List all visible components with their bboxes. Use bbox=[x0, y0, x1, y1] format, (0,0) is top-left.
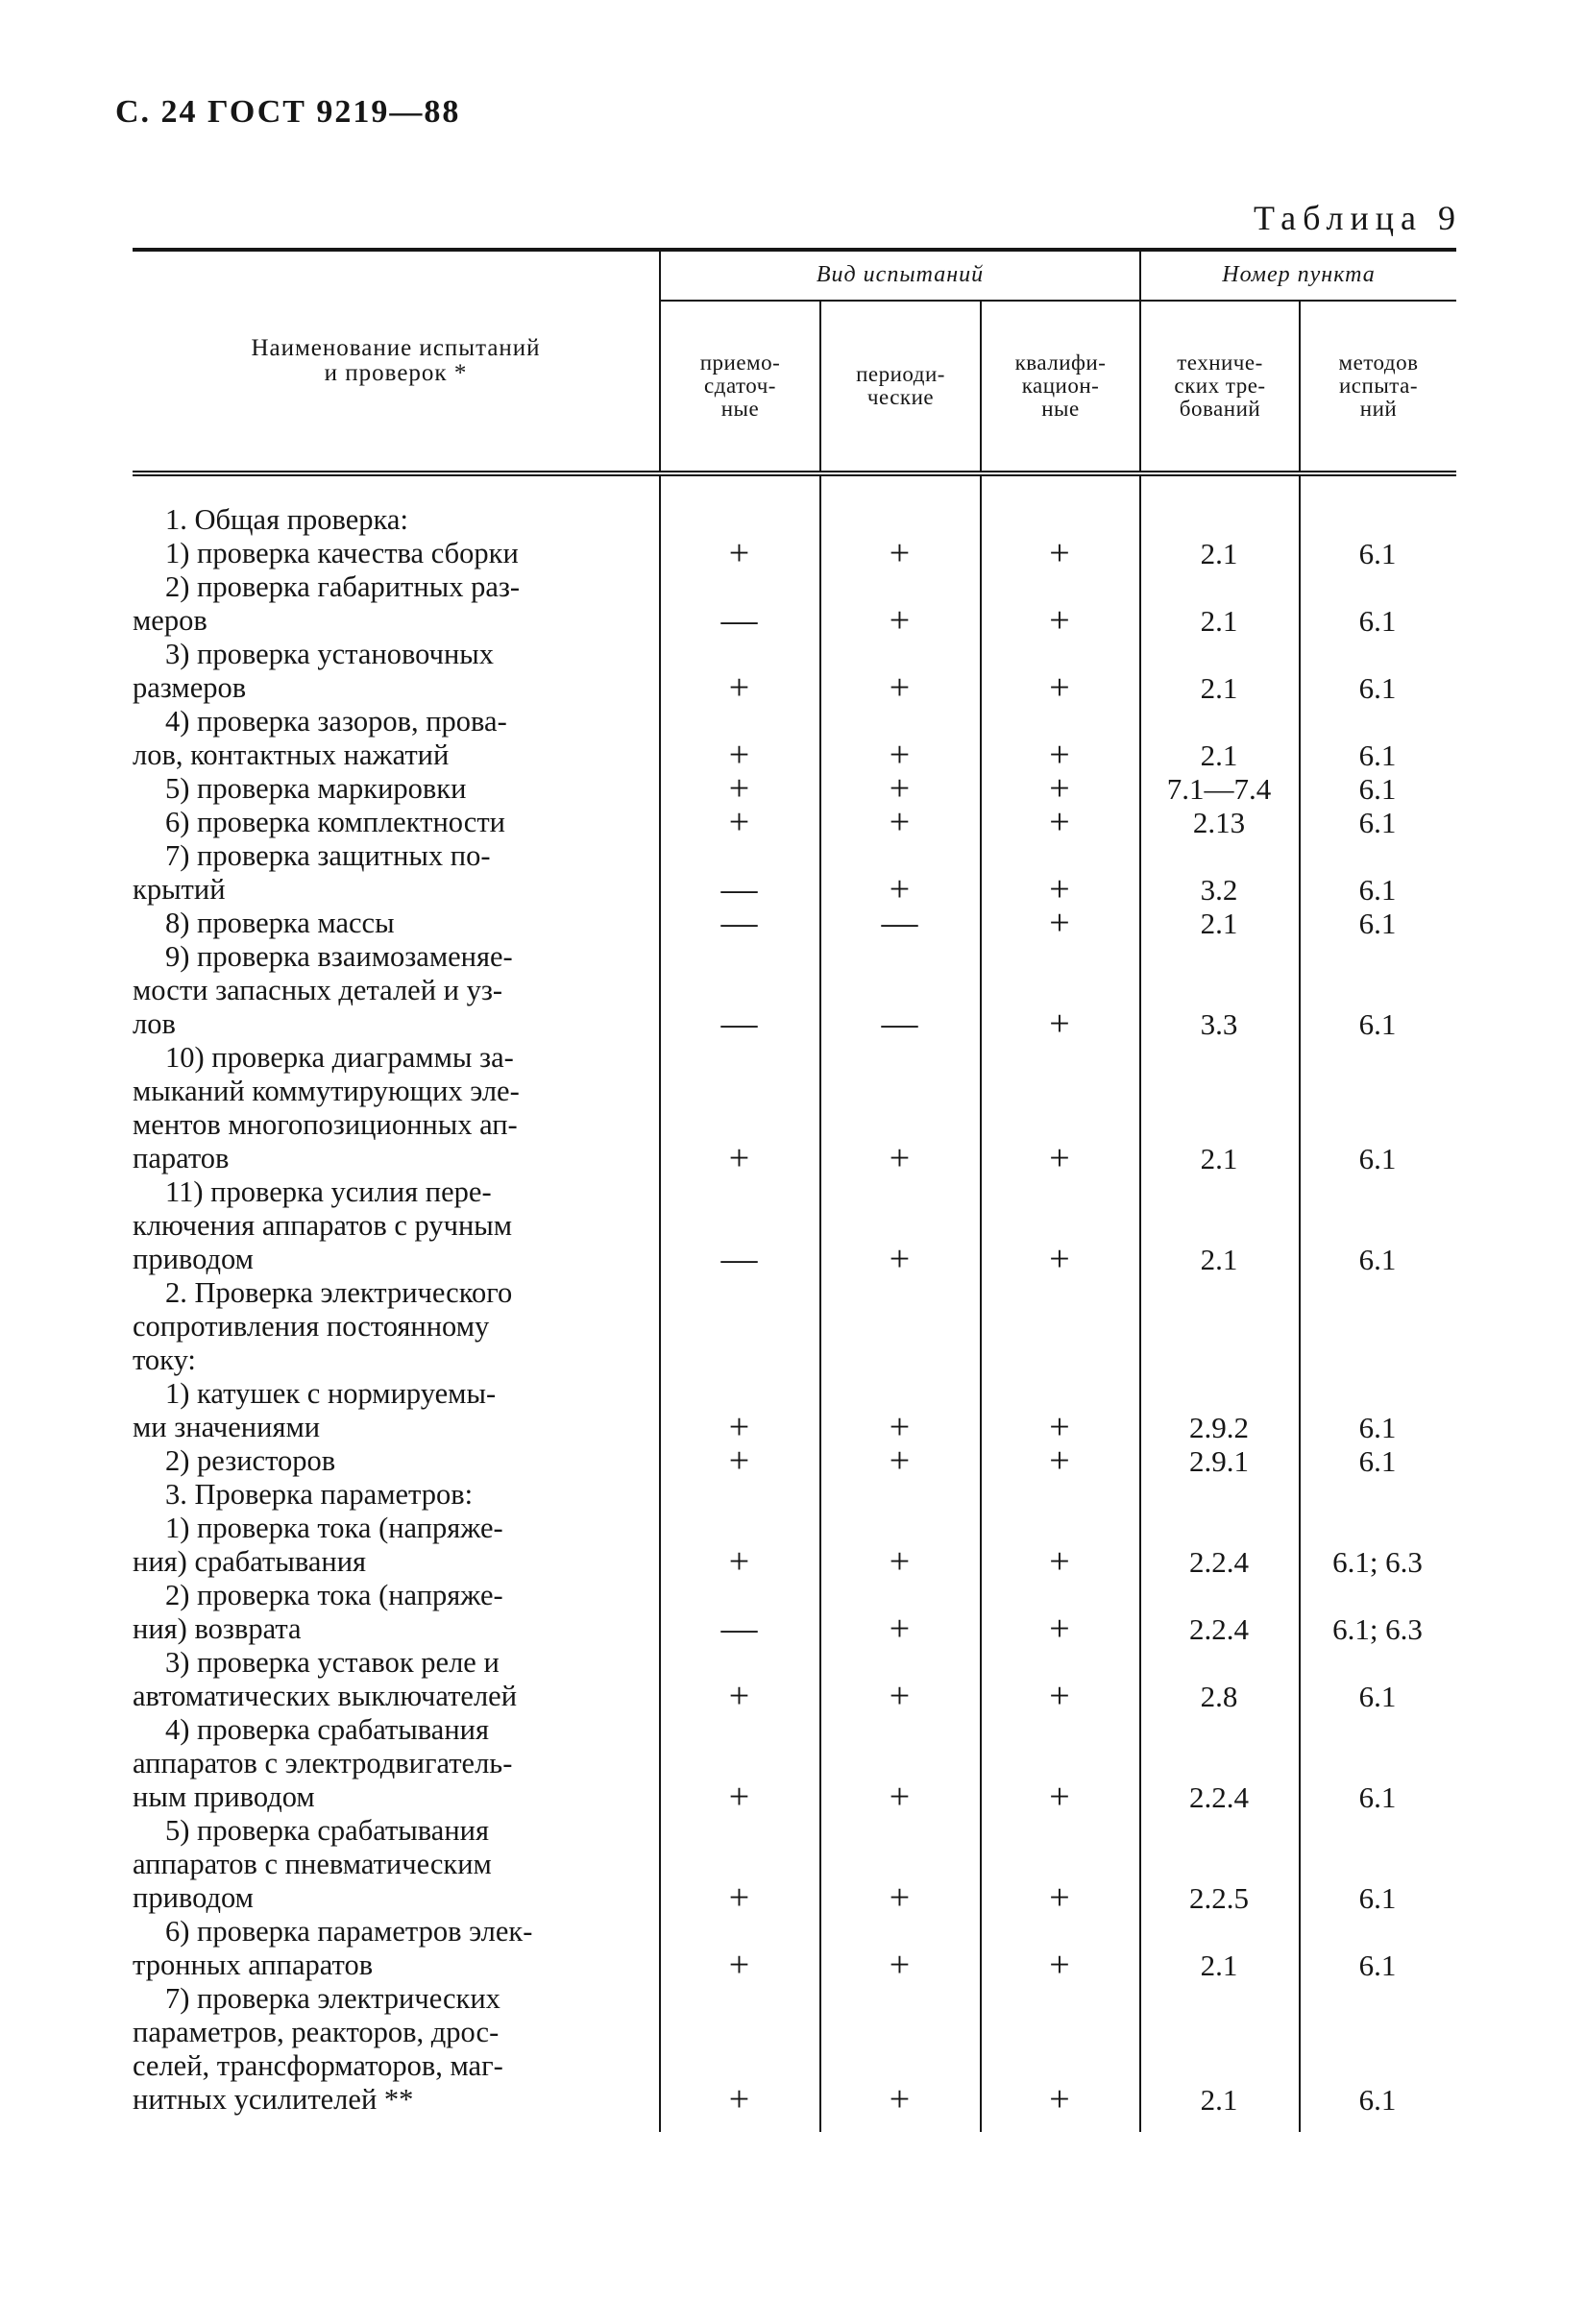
cell-test-methods: 6.1 bbox=[1358, 1142, 1397, 1175]
cell-acceptance: + bbox=[728, 1138, 750, 1178]
cell-periodic: + bbox=[889, 869, 911, 909]
cell-test-name bbox=[133, 839, 646, 907]
table-caption: Таблица 9 bbox=[1254, 199, 1462, 237]
cell-tech-requirements: 2.8 bbox=[1200, 1680, 1238, 1713]
cell-acceptance: + bbox=[728, 768, 750, 809]
column-header-tech-requirements: техниче- ских тре- бований bbox=[1139, 302, 1299, 471]
cell-test-name bbox=[133, 1478, 646, 1512]
test-name-line: 7) проверка защитных по- bbox=[165, 839, 491, 872]
test-name-line: ключения аппаратов с ручным bbox=[133, 1209, 513, 1242]
cell-test-name bbox=[133, 638, 646, 705]
table-row bbox=[133, 570, 1456, 641]
cell-test-name bbox=[133, 503, 646, 537]
cell-acceptance: + bbox=[728, 1407, 750, 1447]
column-header-qualification: квалифи- кацион- ные bbox=[980, 302, 1139, 471]
test-name-line: 2) резисторов bbox=[165, 1444, 336, 1477]
cell-periodic: + bbox=[889, 735, 911, 775]
cell-qualification: + bbox=[1049, 768, 1070, 809]
cell-test-methods: 6.1 bbox=[1358, 671, 1397, 705]
cell-tech-requirements: 3.3 bbox=[1200, 1007, 1238, 1041]
cell-acceptance: + bbox=[728, 1777, 750, 1817]
cell-acceptance: — bbox=[720, 1239, 758, 1279]
table-row bbox=[133, 503, 1456, 537]
test-name-line: 2. Проверка электрического bbox=[165, 1276, 513, 1309]
test-name-line: ным приводом bbox=[133, 1780, 315, 1813]
test-name-line: 1) проверка тока (напряже- bbox=[165, 1512, 503, 1544]
cell-acceptance: + bbox=[728, 2079, 750, 2119]
cell-test-name bbox=[133, 772, 646, 806]
table-row bbox=[133, 1440, 1456, 1481]
cell-acceptance: — bbox=[720, 1004, 758, 1044]
cell-qualification: + bbox=[1049, 533, 1070, 573]
cell-tech-requirements: 2.1 bbox=[1200, 1142, 1238, 1175]
cell-qualification: + bbox=[1049, 1541, 1070, 1582]
cell-test-methods: 6.1 bbox=[1358, 772, 1397, 806]
cell-qualification: + bbox=[1049, 600, 1070, 641]
cell-test-name bbox=[133, 1512, 646, 1579]
test-name-line: размеров bbox=[133, 671, 247, 704]
cell-tech-requirements: 3.2 bbox=[1200, 873, 1238, 907]
table-row bbox=[133, 1276, 1456, 1377]
cell-qualification: + bbox=[1049, 1239, 1070, 1279]
cell-acceptance: — bbox=[720, 869, 758, 909]
table-row bbox=[133, 1915, 1456, 1985]
test-name-line: 7) проверка электрических bbox=[165, 1982, 500, 2015]
cell-acceptance: — bbox=[720, 1609, 758, 1649]
cell-qualification: + bbox=[1049, 1004, 1070, 1044]
test-name-line: автоматических выключателей bbox=[133, 1680, 518, 1712]
cell-acceptance: + bbox=[728, 735, 750, 775]
test-name-line: мости запасных деталей и уз- bbox=[133, 974, 503, 1006]
test-name-line: 6) проверка параметров элек- bbox=[165, 1915, 533, 1948]
cell-qualification: + bbox=[1049, 802, 1070, 842]
table-row bbox=[133, 940, 1456, 1044]
cell-test-methods: 6.1 bbox=[1358, 1007, 1397, 1041]
cell-test-name bbox=[133, 1444, 646, 1478]
table-row bbox=[133, 1478, 1456, 1512]
cell-test-methods: 6.1 bbox=[1358, 873, 1397, 907]
cell-tech-requirements: 2.9.1 bbox=[1189, 1444, 1249, 1478]
test-name-line: 1. Общая проверка: bbox=[165, 503, 408, 536]
table-row bbox=[133, 1646, 1456, 1716]
table-row bbox=[133, 1814, 1456, 1918]
cell-test-name bbox=[133, 806, 646, 839]
table-row bbox=[133, 1377, 1456, 1447]
test-name-line: параметров, реакторов, дрос- bbox=[133, 2016, 500, 2048]
cell-tech-requirements: 2.2.4 bbox=[1189, 1545, 1249, 1579]
cell-periodic: + bbox=[889, 1676, 911, 1716]
cell-tech-requirements: 2.1 bbox=[1200, 1243, 1238, 1276]
cell-acceptance: + bbox=[728, 1676, 750, 1716]
test-name-line: 8) проверка массы bbox=[165, 907, 395, 939]
cell-test-name bbox=[133, 1377, 646, 1444]
cell-acceptance: — bbox=[720, 903, 758, 943]
test-name-line: ния) возврата bbox=[133, 1612, 302, 1645]
cell-periodic: + bbox=[889, 802, 911, 842]
cell-test-methods: 6.1 bbox=[1358, 907, 1397, 940]
table-row bbox=[133, 1579, 1456, 1649]
cell-tech-requirements: 2.2.4 bbox=[1189, 1780, 1249, 1814]
test-name-line: 1) катушек с нормируемы- bbox=[165, 1377, 497, 1410]
column-header-test-methods: методов испыта- ний bbox=[1299, 302, 1456, 471]
cell-test-methods: 6.1; 6.3 bbox=[1332, 1612, 1423, 1646]
test-name-line: ния) срабатывания bbox=[133, 1545, 367, 1578]
table-row bbox=[133, 533, 1456, 573]
table-row bbox=[133, 839, 1456, 907]
test-name-line: току: bbox=[133, 1344, 196, 1376]
cell-periodic: + bbox=[889, 1440, 911, 1481]
cell-qualification: + bbox=[1049, 903, 1070, 943]
test-name-line: сопротивления постоянному bbox=[133, 1310, 490, 1343]
cell-tech-requirements: 2.1 bbox=[1200, 537, 1238, 570]
cell-test-name bbox=[133, 940, 646, 1041]
test-name-line: 5) проверка срабатывания bbox=[165, 1814, 490, 1847]
cell-periodic: + bbox=[889, 768, 911, 809]
cell-periodic: + bbox=[889, 1407, 911, 1447]
cell-test-methods: 6.1 bbox=[1358, 1680, 1397, 1713]
test-name-line: 5) проверка маркировки bbox=[165, 772, 467, 805]
cell-tech-requirements: 2.1 bbox=[1200, 671, 1238, 705]
cell-periodic: + bbox=[889, 1877, 911, 1918]
cell-acceptance: — bbox=[720, 600, 758, 641]
column-group-clause-number: Номер пункта bbox=[1139, 252, 1456, 302]
cell-qualification: + bbox=[1049, 1676, 1070, 1716]
cell-test-name bbox=[133, 1982, 646, 2117]
cell-qualification: + bbox=[1049, 1407, 1070, 1447]
cell-qualification: + bbox=[1049, 1877, 1070, 1918]
test-name-line: лов bbox=[133, 1007, 176, 1040]
test-name-line: крытий bbox=[133, 873, 226, 906]
cell-test-methods: 6.1 bbox=[1358, 604, 1397, 638]
cell-qualification: + bbox=[1049, 1138, 1070, 1178]
cell-test-methods: 6.1 bbox=[1358, 1780, 1397, 1814]
cell-test-methods: 6.1 bbox=[1358, 1881, 1397, 1915]
cell-periodic: + bbox=[889, 1777, 911, 1817]
cell-periodic: + bbox=[889, 1609, 911, 1649]
table-row bbox=[133, 1713, 1456, 1817]
cell-periodic: + bbox=[889, 2079, 911, 2119]
test-name-line: нитных усилителей ** bbox=[133, 2083, 414, 2116]
cell-test-methods: 6.1 bbox=[1358, 1949, 1397, 1982]
test-name-line: 4) проверка зазоров, прова- bbox=[165, 705, 507, 738]
cell-qualification: + bbox=[1049, 1777, 1070, 1817]
table-row bbox=[133, 1982, 1456, 2117]
test-name-line: 10) проверка диаграммы за- bbox=[165, 1041, 514, 1074]
test-name-line: аппаратов с электродвигатель- bbox=[133, 1747, 513, 1779]
page-header: С. 24 ГОСТ 9219—88 bbox=[115, 94, 461, 130]
cell-qualification: + bbox=[1049, 667, 1070, 708]
cell-periodic: + bbox=[889, 667, 911, 708]
table-body bbox=[133, 474, 1456, 2132]
cell-tech-requirements: 2.2.5 bbox=[1189, 1881, 1249, 1915]
cell-periodic: + bbox=[889, 1138, 911, 1178]
cell-acceptance: + bbox=[728, 533, 750, 573]
cell-periodic: + bbox=[889, 600, 911, 641]
cell-periodic: + bbox=[889, 1541, 911, 1582]
cell-test-name bbox=[133, 1646, 646, 1713]
table-row bbox=[133, 1175, 1456, 1279]
test-name-line: меров bbox=[133, 604, 207, 637]
cell-periodic: + bbox=[889, 1239, 911, 1279]
cell-periodic: + bbox=[889, 533, 911, 573]
column-header-name: Наименование испытаний и проверок * bbox=[251, 334, 541, 386]
cell-acceptance: + bbox=[728, 1440, 750, 1481]
test-name-line: приводом bbox=[133, 1881, 254, 1914]
test-name-line: 2) проверка габаритных раз- bbox=[165, 570, 521, 603]
test-name-line: 4) проверка срабатывания bbox=[165, 1713, 490, 1746]
cell-tech-requirements: 2.1 bbox=[1200, 2083, 1238, 2117]
cell-test-methods: 6.1 bbox=[1358, 537, 1397, 570]
cell-tech-requirements: 2.1 bbox=[1200, 738, 1238, 772]
test-name-line: лов, контактных нажатий bbox=[133, 738, 450, 771]
cell-test-name bbox=[133, 1276, 646, 1377]
table-row bbox=[133, 1512, 1456, 1582]
test-name-line: 9) проверка взаимозаменяе- bbox=[165, 940, 513, 973]
column-header-periodic: периоди- ческие bbox=[819, 302, 980, 471]
cell-test-methods: 6.1; 6.3 bbox=[1332, 1545, 1423, 1579]
cell-tech-requirements: 2.1 bbox=[1200, 604, 1238, 638]
test-name-line: 2) проверка тока (напряже- bbox=[165, 1579, 503, 1611]
cell-test-name bbox=[133, 1579, 646, 1646]
cell-test-methods: 6.1 bbox=[1358, 1243, 1397, 1276]
test-name-line: тронных аппаратов bbox=[133, 1949, 374, 1981]
table-row bbox=[133, 768, 1456, 809]
cell-tech-requirements: 2.2.4 bbox=[1189, 1612, 1249, 1646]
cell-test-name bbox=[133, 1041, 646, 1175]
cell-qualification: + bbox=[1049, 2079, 1070, 2119]
cell-acceptance: + bbox=[728, 1877, 750, 1918]
cell-periodic: + bbox=[889, 1945, 911, 1985]
cell-test-methods: 6.1 bbox=[1358, 806, 1397, 839]
cell-test-name bbox=[133, 1713, 646, 1814]
cell-test-methods: 6.1 bbox=[1358, 2083, 1397, 2117]
cell-acceptance: + bbox=[728, 1541, 750, 1582]
test-name-line: аппаратов с пневматическим bbox=[133, 1848, 492, 1880]
test-name-line: селей, трансформаторов, маг- bbox=[133, 2049, 503, 2082]
table-row bbox=[133, 802, 1456, 842]
column-header-acceptance: приемо- сдаточ- ные bbox=[659, 302, 819, 471]
cell-test-name bbox=[133, 1915, 646, 1982]
test-name-line: ми значениями bbox=[133, 1411, 321, 1443]
cell-acceptance: + bbox=[728, 667, 750, 708]
table-row bbox=[133, 903, 1456, 943]
test-name-line: приводом bbox=[133, 1243, 254, 1275]
cell-tech-requirements: 2.1 bbox=[1200, 1949, 1238, 1982]
cell-test-name bbox=[133, 537, 646, 570]
cell-qualification: + bbox=[1049, 869, 1070, 909]
test-name-line: 3) проверка уставок реле и bbox=[165, 1646, 500, 1679]
cell-qualification: + bbox=[1049, 1440, 1070, 1481]
test-name-line: 3. Проверка параметров: bbox=[165, 1478, 474, 1511]
cell-periodic: — bbox=[881, 1004, 918, 1044]
table-row bbox=[133, 1041, 1456, 1178]
column-group-test-types: Вид испытаний bbox=[659, 252, 1139, 302]
cell-tech-requirements: 2.13 bbox=[1192, 806, 1246, 839]
cell-test-name bbox=[133, 705, 646, 772]
cell-test-methods: 6.1 bbox=[1358, 1444, 1397, 1478]
cell-qualification: + bbox=[1049, 1945, 1070, 1985]
cell-tech-requirements: 2.9.2 bbox=[1189, 1411, 1249, 1444]
cell-test-name bbox=[133, 907, 646, 940]
cell-acceptance: + bbox=[728, 1945, 750, 1985]
table-row bbox=[133, 638, 1456, 708]
table-header bbox=[133, 248, 1456, 476]
test-name-line: 11) проверка усилия пере- bbox=[165, 1175, 492, 1208]
cell-periodic: — bbox=[881, 903, 918, 943]
cell-qualification: + bbox=[1049, 735, 1070, 775]
test-name-line: паратов bbox=[133, 1142, 230, 1174]
cell-tech-requirements: 2.1 bbox=[1200, 907, 1238, 940]
cell-test-name bbox=[133, 1175, 646, 1276]
cell-test-methods: 6.1 bbox=[1358, 738, 1397, 772]
test-name-line: мыканий коммутирующих эле- bbox=[133, 1075, 520, 1107]
cell-tech-requirements: 7.1—7.4 bbox=[1166, 772, 1272, 806]
cell-test-name bbox=[133, 570, 646, 638]
test-name-line: ментов многопозиционных ап- bbox=[133, 1108, 518, 1141]
cell-test-methods: 6.1 bbox=[1358, 1411, 1397, 1444]
test-name-line: 1) проверка качества сборки bbox=[165, 537, 519, 569]
cell-test-name bbox=[133, 1814, 646, 1915]
table-row bbox=[133, 705, 1456, 775]
test-name-line: 3) проверка установочных bbox=[165, 638, 495, 670]
test-name-line: 6) проверка комплектности bbox=[165, 806, 505, 838]
cell-qualification: + bbox=[1049, 1609, 1070, 1649]
cell-acceptance: + bbox=[728, 802, 750, 842]
